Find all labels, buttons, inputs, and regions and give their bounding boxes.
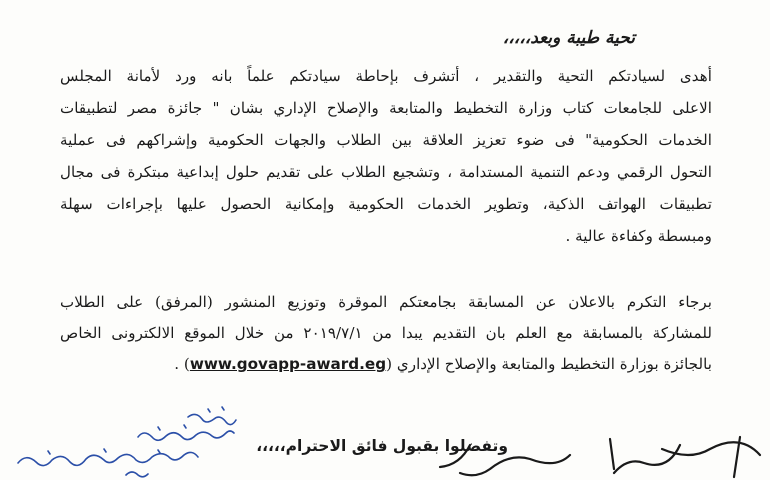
paragraph-2 (60, 287, 712, 380)
signature-image (410, 425, 770, 480)
paragraph-1-line: التحول الرقمي ودعم التنمية المستدامة ، وتشجيع الطلاب على تقديم حلول إبداعية مبتكرة فى مجال (60, 163, 712, 181)
greeting: تحية طيبة وبعد،،،،، (502, 28, 635, 48)
paragraph-1-line: الاعلى للجامعات كتاب وزارة التخطيط والمتابعة والإصلاح الإداري بشان " جائزة مصر لتطبيقات (60, 99, 712, 117)
closing-line: وتفضلوا بقبول فائق الاحترام،،،،، (256, 437, 508, 455)
paragraph-2-line: برجاء التكرم بالاعلان عن المسابقة بجامعتكم الموقرة وتوزيع المنشور (المرفق) على الطلاب (60, 293, 712, 311)
award-url-link[interactable]: www.govapp-award.eg (189, 355, 387, 373)
url-close-paren: ) . (174, 355, 190, 373)
handwritten-note-image (8, 405, 248, 480)
paragraph-1 (60, 60, 712, 252)
paragraph-1-line: الخدمات الحكومية" فى ضوء تعزيز العلاقة بين الطلاب والجهات الحكومية وإشراكهم فى عملية (60, 131, 712, 149)
paragraph-2-url-line (60, 349, 712, 380)
paragraph-1-line: أهدى لسيادتكم التحية والتقدير ، أتشرف بإحاطة سيادتكم علماً بانه ورد لأمانة المجلس (60, 67, 712, 85)
paragraph-2-line: للمشاركة بالمسابقة مع العلم بان التقديم يبدا من ٢٠١٩/٧/١ من خلال الموقع الالكترونى الخاص (60, 324, 712, 342)
paragraph-1-line: تطبيقات الهواتف الذكية، وتطوير الخدمات الحكومية وإمكانية الحصول عليها بإجراءات سهلة (60, 195, 712, 213)
url-open-paren: ( (386, 355, 393, 373)
paragraph-2-line: بالجائزة بوزارة التخطيط والمتابعة والإصلاح الإداري (396, 355, 712, 373)
paragraph-1-line: ومبسطة وكفاءة عالية . (565, 227, 712, 245)
